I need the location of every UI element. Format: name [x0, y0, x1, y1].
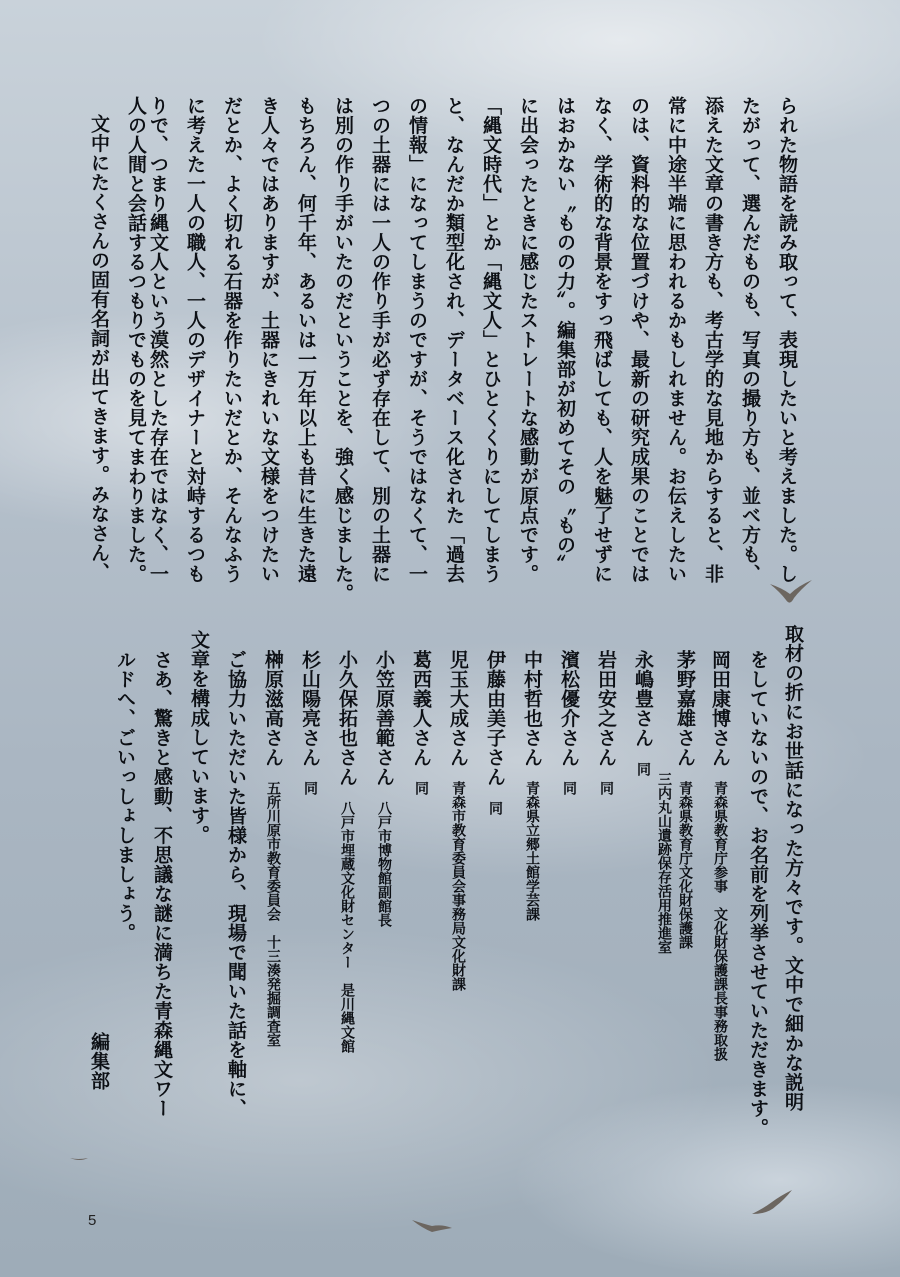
credit-entry — [260, 650, 286, 1047]
credit-affiliation: 同 — [413, 781, 429, 795]
credit-name: 小久保拓也さん — [336, 650, 358, 787]
body-text-column: と、なんだか類型化され、データベース化された「過去 — [443, 96, 465, 584]
body-text-column: に考えた一人の職人、一人のデザイナーと対峙するつも — [184, 96, 206, 584]
credit-affiliation: 八戸市埋蔵文化財センター 是川縄文館 — [339, 800, 355, 1053]
credit-affiliation: 同 — [487, 800, 503, 815]
bird-icon — [768, 578, 814, 608]
credit-affiliation: 同 — [635, 761, 651, 776]
body-text-column: 人の人間と会話するつもりでものを見てまわりました。 — [125, 96, 147, 584]
credit-name: 濱松優介さん — [558, 650, 580, 767]
credit-affiliation: 八戸市博物館副館長 — [376, 800, 392, 927]
credit-entry — [519, 650, 545, 921]
credit-entry — [445, 650, 471, 991]
credit-name: 中村哲也さん — [521, 650, 543, 767]
body-text-column: き人々ではありますが、土器にきれいな文様をつけたい — [258, 96, 280, 584]
credit-entry — [556, 650, 582, 795]
outro-column: ご協力いただいた皆様から、現場で聞いた話を軸に、 — [225, 650, 247, 1118]
credit-name: 葛西義人さん — [410, 650, 432, 767]
outro-column: 文章を構成しています。 — [188, 630, 210, 845]
bird-icon — [410, 1214, 454, 1234]
body-text-column: 常に中途半端に思われるかもしれません。お伝えしたい — [665, 96, 687, 584]
bird-icon — [750, 1188, 794, 1218]
page-number: 5 — [88, 1212, 97, 1229]
credit-entry — [334, 650, 360, 1053]
credit-entry — [408, 650, 434, 795]
credit-entry — [371, 650, 397, 927]
credit-affiliation: 青森市教育委員会事務局文化財課 — [450, 781, 466, 991]
credit-name: 茅野嘉雄さん — [674, 650, 696, 767]
body-text-column: に出会ったときに感じたストレートな感動が原点です。 — [517, 96, 539, 584]
outro-column: さあ、驚きと感動、不思議な謎に満ちた青森縄文ワー — [151, 650, 173, 1118]
credit-affiliation-line — [651, 772, 677, 954]
credit-name: 岩田安之さん — [595, 650, 617, 767]
credit-name: 永嶋豊さん — [632, 650, 654, 748]
body-text-column: 文中にたくさんの固有名詞が出てきます。みなさん、 — [88, 114, 110, 582]
credit-affiliation: 青森県教育庁参事 文化財保護課長事務取扱 — [712, 781, 728, 1061]
credit-name: 小笠原善範さん — [373, 650, 395, 787]
body-text-column: 添えた文章の書き方も、考古学的な見地からすると、非 — [702, 96, 724, 584]
credit-entry — [630, 650, 656, 776]
credit-name: 杉山陽亮さん — [299, 650, 321, 767]
body-text-column: は別の作り手がいたのだということを、強く感じました。 — [332, 96, 354, 603]
body-text-column: たがって、選んだものも、写真の撮り方も、並べ方も、 — [739, 96, 761, 584]
credit-entry — [707, 650, 733, 1061]
credit-name: 児玉大成さん — [447, 650, 469, 767]
body-text-column: りで、つまり縄文人という漠然とした存在ではなく、一 — [147, 96, 169, 584]
credit-entry — [297, 650, 323, 795]
body-text-column: 「縄文時代」とか「縄文人」とひとくくりにしてしまう — [480, 96, 502, 584]
body-text-column: もちろん、何千年、あるいは一万年以上も昔に生きた遠 — [295, 96, 317, 584]
credit-affiliation: 同 — [302, 781, 318, 795]
intro-column: 取材の折にお世話になった方々です。文中で細かな説明 — [782, 624, 804, 1112]
credit-name: 伊藤由美子さん — [484, 650, 506, 787]
credit-affiliation: 同 — [598, 781, 614, 795]
intro-column: をしていないので、お名前を列挙させていただきます。 — [747, 650, 769, 1138]
credit-entry — [593, 650, 619, 795]
body-text-column: られた物語を読み取って、表現したいと考えました。し — [776, 96, 798, 584]
credit-affiliation: 同 — [561, 781, 577, 795]
byline: 編集部 — [88, 1032, 110, 1091]
credit-name: 岡田康博さん — [709, 650, 731, 767]
credit-affiliation: 青森県立郷土館学芸課 — [524, 781, 540, 921]
body-text-column: の情報」になってしまうのですが、そうではなくて、一 — [406, 96, 428, 584]
credit-entry — [482, 650, 508, 815]
credit-affiliation: 五所川原市教育委員会 十三湊発掘調査室 — [265, 781, 281, 1047]
body-text-column: のは、資料的な位置づけや、最新の研究成果のことでは — [628, 96, 650, 584]
body-text-column: つの土器には一人の作り手が必ず存在して、別の土器に — [369, 96, 391, 584]
body-text-column: はおかない〝ものの力〟。編集部が初めてその〝もの〟 — [554, 96, 576, 574]
outro-column: ルドへ、ごいっしょしましょう。 — [114, 650, 136, 943]
body-text-column: だとか、よく切れる石器を作りたいだとか、そんなふう — [221, 96, 243, 584]
credit-affiliation: 青森県教育庁文化財保護課 — [677, 781, 693, 949]
credit-name: 榊原滋高さん — [262, 650, 284, 767]
credit-affiliation: 三内丸山遺跡保存活用推進室 — [656, 772, 672, 954]
bird-icon — [68, 1154, 90, 1164]
body-text-column: なく、学術的な背景をすっ飛ばしても、人を魅了せずに — [591, 96, 613, 584]
